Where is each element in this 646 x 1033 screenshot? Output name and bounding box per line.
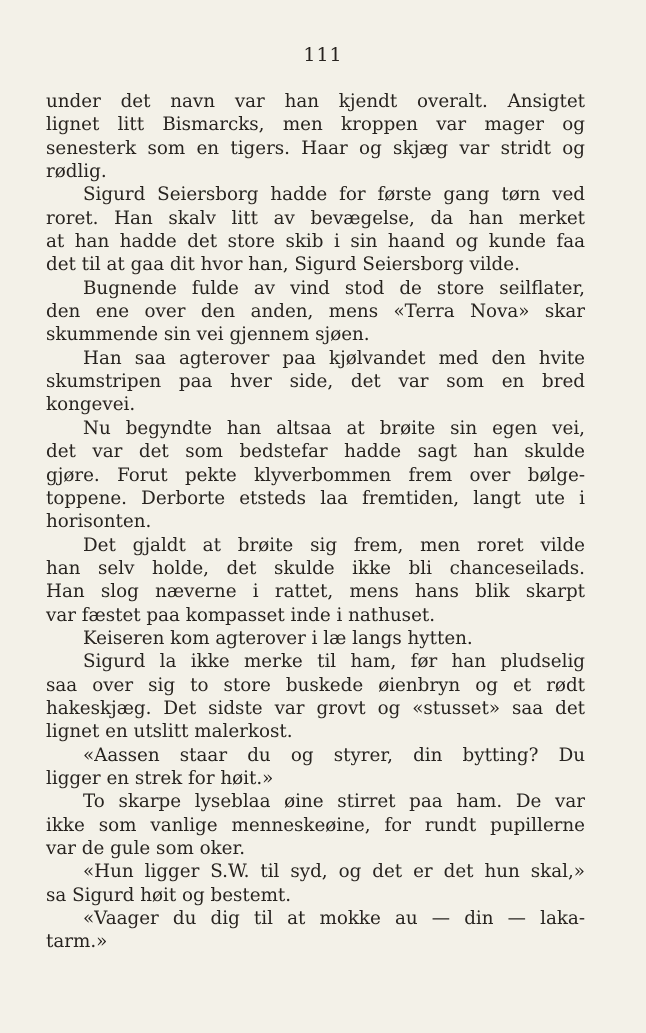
text-line: Det gjaldt at brøite sig frem, men roret vilde [83, 534, 585, 556]
text-line: skumstripen paa hver side, det var som en bred [46, 371, 585, 393]
text-line: skummende sin vei gjennem sjøen. [46, 324, 370, 346]
text-line: horisonten. [46, 511, 152, 533]
text-line: senesterk som en tigers. Haar og skjæg var stridt og [46, 137, 585, 159]
text-line: Bugnende fulde av vind stod de store seilflater, [83, 277, 585, 299]
text-line: det til at gaa dit hvor han, Sigurd Seiersborg vilde. [46, 254, 520, 276]
text-line: Sigurd la ikke merke til ham, før han pludselig [83, 651, 585, 673]
text-line: kongevei. [46, 394, 136, 416]
text-line: «Vaager du dig til at mokke au — din — laka- [83, 908, 585, 930]
text-line: lignet litt Bismarcks, men kroppen var mager og [46, 114, 585, 136]
text-line: Keiseren kom agterover i læ langs hytten. [83, 627, 473, 649]
text-line: gjøre. Forut pekte klyverbommen frem over bølge- [46, 464, 585, 486]
text-line: tarm.» [46, 931, 108, 953]
text-line: det var det som bedstefar hadde sagt han skulde [46, 441, 585, 463]
text-line: Nu begyndte han altsaa at brøite sin egen vei, [83, 417, 585, 439]
text-line: ligger en strek for høit.» [46, 767, 274, 789]
text-line: han selv holde, det skulde ikke bli chanceseilads. [46, 557, 585, 579]
text-line: var de gule som oker. [46, 838, 246, 859]
text-line: roret. Han skalv litt av bevægelse, da han merket [46, 207, 585, 229]
text-line: toppene. Derborte etsteds laa fremtiden, langt ute i [46, 487, 585, 509]
text-line: hakeskjæg. Det sidste var grovt og «stusset» saa det [46, 697, 585, 719]
text-line: under det navn var han kjendt overalt. Ansigtet [46, 91, 585, 112]
text-line: var fæstet paa kompasset inde i nathuset. [46, 604, 436, 626]
page-number: 111 [303, 44, 343, 66]
text-line: «Hun ligger S.W. til syd, og det er det hun skal,» [83, 861, 585, 883]
text-line: ikke som vanlige menneskeøine, for rundt pupillerne [46, 814, 585, 836]
text-line: saa over sig to store buskede øienbryn og et rødt [46, 674, 585, 696]
text-line: rødlig. [46, 161, 107, 183]
text-line: Han slog næverne i rattet, mens hans blik skarpt [46, 581, 585, 603]
text-line: Han saa agterover paa kjølvandet med den hvite [83, 347, 585, 369]
text-line: Sigurd Seiersborg hadde for første gang tørn ved [83, 184, 585, 206]
text-line: sa Sigurd høit og bestemt. [46, 884, 292, 906]
text-line: «Aassen staar du og styrer, din bytting? Du [83, 744, 585, 766]
body-text [46, 90, 585, 954]
text-line: To skarpe lyseblaa øine stirret paa ham. De var [83, 791, 585, 813]
text-line: at han hadde det store skib i sin haand og kunde faa [46, 231, 585, 253]
text-line: lignet en utslitt malerkost. [46, 721, 293, 743]
text-line: den ene over den anden, mens «Terra Nova» skar [46, 301, 585, 323]
